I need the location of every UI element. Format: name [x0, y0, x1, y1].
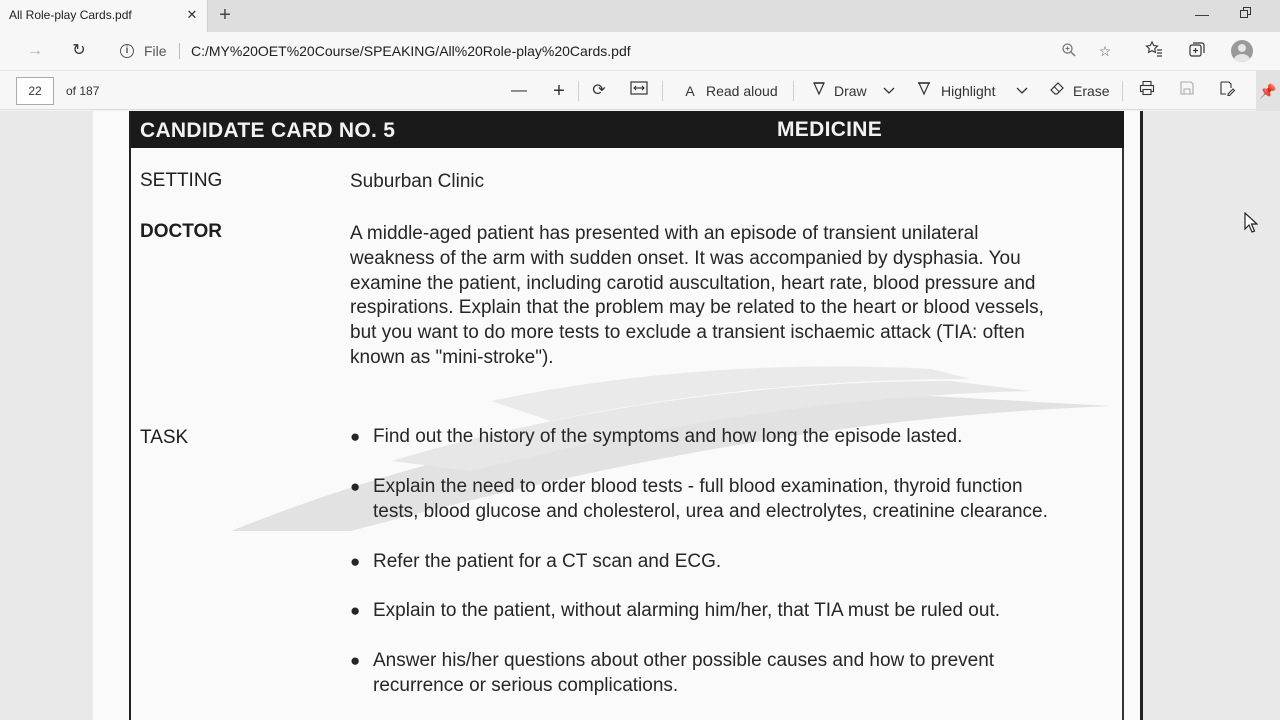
profile-avatar-icon[interactable] [1231, 40, 1253, 62]
task-text: Answer his/her questions about other possible causes and how to prevent [373, 650, 995, 671]
tab-active[interactable] [0, 0, 208, 32]
role-description [350, 222, 1110, 371]
chevron-down-icon[interactable] [878, 80, 900, 102]
task-label: TASK [140, 427, 189, 448]
role-line: A middle-aged patient has presented with an episode of transient unilateral [350, 223, 979, 244]
zoom-in-icon[interactable]: + [553, 80, 565, 102]
tab-close-icon[interactable]: ✕ [186, 7, 198, 22]
task-text: tests, blood glucose and cholesterol, urea and electrolytes, creatinine clearance. [373, 501, 1048, 522]
forward-arrow-icon[interactable]: → [27, 42, 43, 59]
bullet-icon: ● [350, 427, 361, 446]
draw-button[interactable]: Draw [834, 83, 867, 99]
chevron-down-icon[interactable] [1011, 80, 1033, 102]
star-icon[interactable]: ☆ [1098, 43, 1112, 59]
rotate-icon[interactable]: ⟳ [592, 82, 606, 99]
file-scheme-label: File [144, 43, 167, 59]
highlight-button[interactable]: Highlight [941, 83, 996, 99]
toolbar-divider [578, 81, 579, 101]
role-line: respirations. Explain that the problem may be related to the heart or blood vessels, [350, 297, 1044, 319]
favorites-icon[interactable] [1143, 40, 1165, 62]
toolbar-divider [662, 81, 663, 101]
save-icon[interactable] [1176, 80, 1198, 102]
omnibox-divider [179, 43, 180, 59]
url-text[interactable]: C:/MY%20OET%20Course/SPEAKING/All%20Role-play%20Cards.pdf [191, 43, 631, 59]
role-line: but you want to do more tests to exclude a transient ischaemic attack (TIA: often [350, 322, 1025, 344]
task-text: Refer the patient for a CT scan and ECG. [373, 551, 722, 572]
card-header [131, 111, 1124, 148]
setting-value: Suburban Clinic [350, 171, 485, 192]
bullet-icon: ● [350, 601, 361, 620]
task-text: recurrence or serious complications. [373, 675, 679, 696]
read-aloud-icon[interactable]: A [685, 83, 695, 99]
highlighter-icon[interactable] [913, 80, 935, 102]
minimize-button[interactable]: — [1195, 6, 1209, 22]
role-line: examine the patient, including carotid auscultation, heart rate, blood pressure and [350, 272, 1036, 294]
eraser-icon[interactable] [1046, 80, 1068, 102]
refresh-icon[interactable]: ↻ [72, 42, 86, 59]
task-text: Find out the history of the symptoms and how long the episode lasted. [373, 426, 963, 447]
pdf-viewport[interactable] [0, 111, 1280, 720]
read-aloud-button[interactable]: Read aloud [706, 83, 778, 99]
task-text: Explain to the patient, without alarming him/her, that TIA must be ruled out. [373, 600, 1000, 621]
draw-icon[interactable] [808, 80, 830, 102]
fit-to-page-icon[interactable] [628, 80, 650, 102]
pdf-page [93, 111, 1143, 720]
address-bar [0, 32, 1280, 70]
zoom-icon[interactable] [1060, 42, 1078, 60]
pdf-toolbar [0, 70, 1280, 110]
candidate-card [129, 111, 1124, 720]
toolbar-divider [793, 81, 794, 101]
tab-strip [0, 0, 1280, 32]
role-line: weakness of the arm with sudden onset. It was accompanied by dysphasia. You [350, 247, 1021, 269]
card-number: CANDIDATE CARD NO. 5 [140, 119, 396, 142]
bullet-icon: ● [350, 651, 361, 670]
zoom-out-icon[interactable]: — [511, 82, 527, 99]
pin-icon[interactable]: 📌 [1256, 71, 1280, 111]
card-topic: MEDICINE [777, 118, 883, 141]
omnibox[interactable] [108, 36, 1124, 66]
role-line: known as "mini-stroke"). [350, 346, 554, 368]
erase-button[interactable]: Erase [1073, 83, 1110, 99]
mouse-cursor-icon [1244, 212, 1258, 234]
info-icon[interactable]: i [120, 44, 134, 58]
page-edge [1140, 111, 1143, 720]
new-tab-button[interactable]: + [219, 4, 231, 26]
bullet-icon: ● [350, 477, 361, 496]
page-number-input[interactable]: 22 [16, 77, 54, 105]
task-text: Explain the need to order blood tests - full blood examination, thyroid function [373, 476, 1023, 497]
setting-label: SETTING [140, 170, 223, 191]
collections-icon[interactable] [1186, 40, 1208, 62]
toolbar-divider [1122, 81, 1123, 101]
tab-title: All Role-play Cards.pdf [9, 8, 132, 22]
print-icon[interactable] [1136, 80, 1158, 102]
restore-button[interactable] [1234, 4, 1258, 24]
save-as-icon[interactable] [1216, 80, 1238, 102]
page-total: of 187 [66, 84, 100, 98]
role-label: DOCTOR [140, 221, 222, 242]
bullet-icon: ● [350, 552, 361, 571]
